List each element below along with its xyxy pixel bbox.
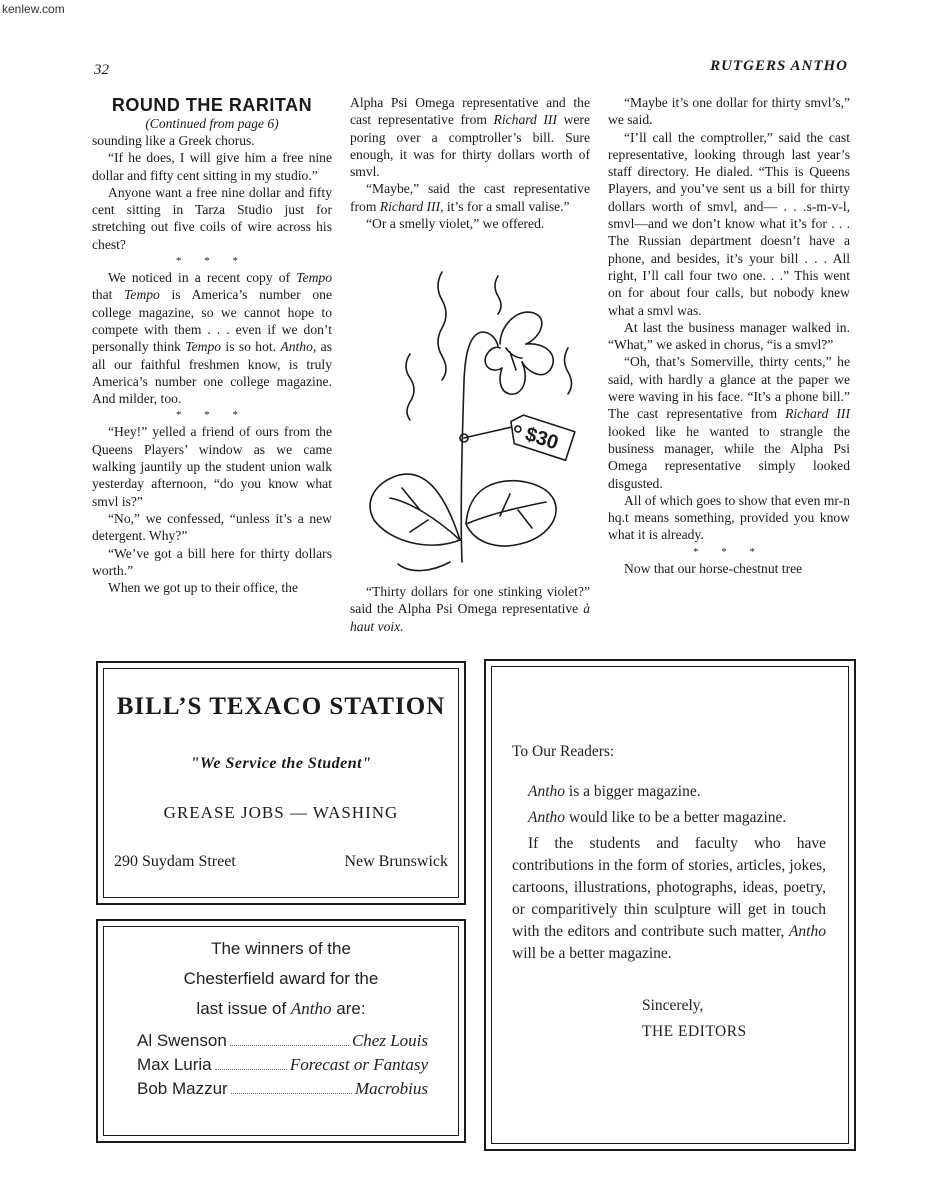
price-tag-label: $30 — [522, 423, 562, 455]
article-column-3 — [608, 94, 850, 577]
award-intro-line: The winners of the — [211, 939, 351, 958]
winner-entry-title: Macrobius — [354, 1079, 428, 1098]
paragraph: “No,” we confessed, “unless it’s a new detergent. Why?” — [92, 510, 332, 544]
section-divider: * * * — [176, 255, 248, 268]
violet-petal-center — [506, 348, 522, 370]
violet-petal — [500, 312, 542, 344]
paragraph: “We’ve got a bill here for thirty dollars worth.” — [92, 545, 332, 578]
notice-body: If the students and faculty who have contributions in the form of stories, articles, jokes, cartoons, illustrations, photographs, ideas, poetry, or comparitively thin sculpture will get in touch with the editors and contribute such matter, Antho will be a better magazine. — [512, 835, 826, 962]
leader-dots — [215, 1069, 287, 1070]
paragraph: We noticed in a recent copy of Tempo that Tempo is America’s number one college magazine, so we cannot hope to compete with them . . . even if we don’t personally think Tempo is so hot. Antho, as all our faithful freshmen know, is truly America’s number one college magazine. And milder, too. — [92, 270, 332, 407]
winner-name: Al Swenson — [137, 1031, 227, 1050]
ad-city: New Brunswick — [344, 853, 448, 870]
winner-row — [137, 1079, 428, 1099]
paragraph: Anyone want a free nine dollar and fifty cent sitting in Tarza Studio just for stretching out five coils of wire across his chest? — [92, 184, 332, 252]
page-number: 32 — [94, 62, 109, 78]
article-heading: ROUND THE RARITAN — [111, 95, 313, 115]
readers-notice-box — [484, 659, 856, 1151]
winner-row — [137, 1055, 428, 1075]
ad-slogan: "We Service the Student" — [190, 755, 372, 772]
violet-petal — [500, 362, 525, 394]
violet-stem — [461, 332, 498, 562]
price-tag — [505, 412, 575, 460]
violet-leaf-vein — [466, 494, 546, 528]
notice-line: Antho would like to be a better magazine. — [528, 809, 787, 826]
ad-street-address: 290 Suydam Street — [114, 853, 236, 870]
notice-signoff: Sincerely, — [642, 997, 704, 1014]
paragraph: sounding like a Greek chorus. — [92, 133, 255, 148]
paragraph: “Maybe,” said the cast representative from Richard III, it’s for a small valise.” — [350, 181, 590, 214]
tag-string — [464, 426, 516, 438]
notice-salutation: To Our Readers: — [512, 743, 615, 760]
ad-title: BILL’S TEXACO STATION — [116, 693, 446, 720]
award-intro-line: Chesterfield award for the — [183, 969, 379, 988]
running-head: RUTGERS ANTHO — [710, 58, 848, 74]
violet-leaf-right — [466, 481, 556, 546]
paragraph: “If he does, I will give him a free nine dollar and fifty cent sitting in my studio.” — [92, 150, 332, 183]
winner-row — [137, 1031, 428, 1051]
paragraph: “I’ll call the comptroller,” said the cast representative, looking through last year’s staff directory. He dialed. “This is Queens Players, and you’ve sent us a bill for thirty dollars worth of smvl, and— . . .s-m-v-l, smvl—and we don’t know what it’s for . . . The Russian department doesn’t have a phone, and besides, it’s your bill . . . All right, I’ll call four two one. . .” This went on for about four calls, but nobody knew what a smvl was. — [608, 129, 850, 318]
texaco-ad — [96, 661, 466, 905]
paragraph: All of which goes to show that even mr-n hq.t means something, provided you know what it is already. — [608, 492, 850, 543]
leader-dots — [230, 1045, 349, 1046]
notice-line: Antho is a bigger magazine. — [528, 783, 701, 800]
notice-signature: THE EDITORS — [642, 1023, 747, 1040]
paragraph: Now that our horse-chestnut tree — [624, 560, 803, 576]
site-watermark: kenlew.com — [2, 2, 65, 16]
winner-name: Bob Mazzur — [137, 1079, 228, 1098]
winner-name: Max Luria — [137, 1055, 212, 1074]
readers-notice-inner-border — [491, 666, 849, 1144]
smell-line — [438, 272, 446, 380]
violet-leaf-small — [398, 562, 450, 571]
paragraph: “Maybe it’s one dollar for thirty smvl’s,” we said. — [608, 95, 850, 128]
texaco-ad-inner-border — [103, 668, 459, 898]
violet-illustration — [350, 262, 590, 580]
paragraph: At last the business manager walked in. “What,” we asked in chorus, “is a smvl?” — [608, 319, 850, 353]
chesterfield-inner-border — [103, 926, 459, 1136]
winner-entry-title: Forecast or Fantasy — [289, 1055, 428, 1074]
paragraph: “Oh, that’s Somerville, thirty cents,” he said, with hardly a glance at the paper we were waving in his face. “It’s a phone bill.” The cast representative from Richard III looked like he wanted to strangle the business manager, while the Alpha Psi Omega representative simply looked disgusted. — [608, 354, 850, 491]
section-divider: * * * — [176, 409, 248, 422]
article-column-1 — [92, 94, 332, 596]
chesterfield-award-box — [96, 919, 466, 1143]
smell-line — [565, 348, 572, 394]
violet-petal — [522, 344, 553, 375]
award-intro-line: last issue of Antho are: — [196, 999, 366, 1018]
winner-entry-title: Chez Louis — [351, 1031, 428, 1050]
paragraph: “Hey!” yelled a friend of ours from the Queens Players’ window as we came walking jauntily up the student union walk yesterday afternoon, “do you know what smvl is?” — [92, 424, 332, 509]
ad-services: GREASE JOBS — WASHING — [163, 803, 399, 822]
article-column-2 — [350, 94, 590, 232]
leader-dots — [231, 1093, 352, 1094]
paragraph: When we got up to their office, the — [108, 580, 299, 596]
continued-note: (Continued from page 6) — [145, 116, 279, 131]
smell-line — [495, 276, 501, 314]
paragraph: Alpha Psi Omega representative and the cast representative from Richard III were poring over a comptroller’s bill. Sure enough, it was for thirty dollars worth of smvl. — [350, 95, 590, 180]
paragraph: “Thirty dollars for one stinking violet?” said the Alpha Psi Omega representative à haut voix. — [350, 584, 590, 634]
paragraph: “Or a smelly violet,” we offered. — [366, 216, 545, 232]
violet-petal — [485, 347, 502, 370]
violet-leaf-left — [370, 474, 460, 545]
smell-line — [406, 354, 414, 420]
illustration-caption — [350, 583, 590, 635]
section-divider: * * * — [693, 545, 765, 558]
